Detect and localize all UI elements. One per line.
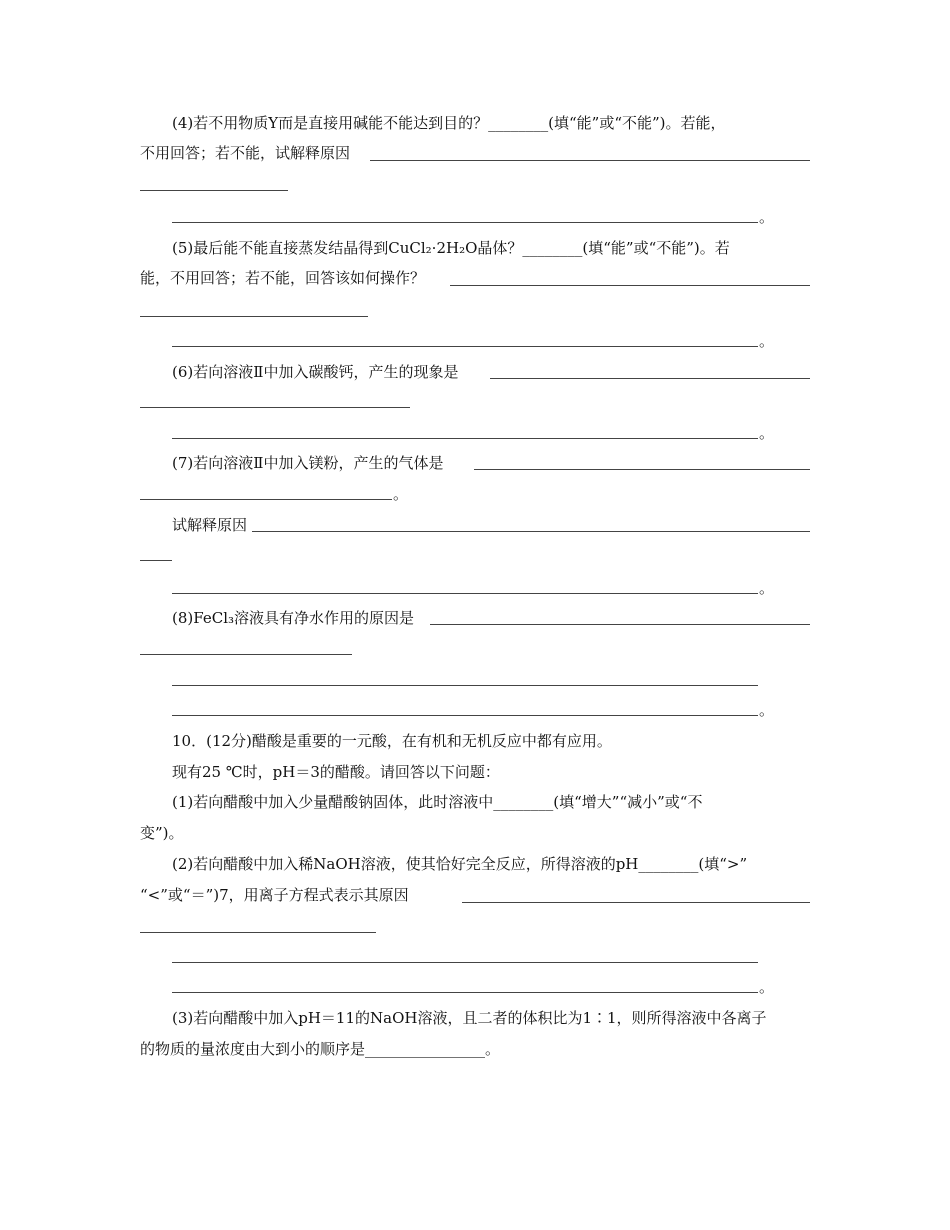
- q7-line1: (7)若向溶液Ⅱ中加入镁粉，产生的气体是: [172, 454, 444, 472]
- q8-answer-blank-4[interactable]: [172, 715, 758, 716]
- q10-part3-line1: (3)若向醋酸中加入pH＝11的NaOH溶液，且二者的体积比为1∶1，则所得溶液中各离子: [172, 1009, 767, 1027]
- q4-answer-blank-1[interactable]: [370, 160, 810, 161]
- q8-period: 。: [759, 701, 775, 719]
- q6-line1: (6)若向溶液Ⅱ中加入碳酸钙，产生的现象是: [172, 363, 459, 381]
- q7-answer-blank-4[interactable]: [140, 560, 172, 561]
- q8-answer-blank-2[interactable]: [140, 654, 352, 655]
- q7-answer-blank-2[interactable]: [140, 499, 392, 500]
- q5-line2: 能，不用回答；若不能，回答该如何操作？: [140, 269, 426, 287]
- q4-line1: (4)若不用物质Y而是直接用碱能不能达到目的？________(填“能”或“不能”)。若能，: [172, 114, 726, 132]
- q4-line2: 不用回答；若不能，试解释原因: [140, 144, 351, 162]
- q6-answer-blank-2[interactable]: [140, 407, 410, 408]
- q5-period: 。: [759, 332, 775, 350]
- q6-answer-blank-3[interactable]: [172, 438, 758, 439]
- q7-answer-blank-1[interactable]: [474, 469, 810, 470]
- q8-line1: (8)FeCl₃溶液具有净水作用的原因是: [172, 609, 415, 627]
- q7-answer-blank-3[interactable]: [252, 531, 810, 532]
- q7-answer-blank-5[interactable]: [172, 593, 758, 594]
- q7-period-2: 。: [759, 579, 775, 597]
- q10-title: 10．(12分)醋酸是重要的一元酸，在有机和无机反应中都有应用。: [172, 732, 612, 750]
- q10-part2-answer-blank-4[interactable]: [172, 992, 758, 993]
- q10-part2-line2: “<”或“＝”)7，用离子方程式表示其原因: [140, 886, 409, 904]
- q10-part2-answer-blank-1[interactable]: [462, 902, 810, 903]
- q10-part2-answer-blank-2[interactable]: [140, 932, 376, 933]
- q10-part1-line2: 变”)。: [140, 824, 184, 842]
- q5-answer-blank-1[interactable]: [450, 285, 810, 286]
- q4-period: 。: [759, 208, 775, 226]
- q10-part2-period: 。: [759, 978, 775, 996]
- q10-part2-line1: (2)若向醋酸中加入稀NaOH溶液，使其恰好完全反应，所得溶液的pH________(填“>”: [172, 855, 748, 873]
- q5-answer-blank-2[interactable]: [140, 316, 368, 317]
- q10-intro: 现有25 ℃时，pH＝3的醋酸。请回答以下问题：: [172, 763, 500, 781]
- q4-answer-blank-2[interactable]: [140, 190, 288, 191]
- q8-answer-blank-3[interactable]: [172, 685, 758, 686]
- q8-answer-blank-1[interactable]: [430, 624, 810, 625]
- q6-answer-blank-1[interactable]: [490, 378, 810, 379]
- q10-part3-line2: 的物质的量浓度由大到小的顺序是________________。: [140, 1040, 501, 1058]
- q7-line2: 试解释原因: [172, 516, 248, 534]
- q10-part1-line1: (1)若向醋酸中加入少量醋酸钠固体，此时溶液中________(填“增大”“减小”或“不: [172, 793, 703, 811]
- q6-period: 。: [759, 424, 775, 442]
- q10-part2-answer-blank-3[interactable]: [172, 962, 758, 963]
- q5-answer-blank-3[interactable]: [172, 346, 758, 347]
- q4-answer-blank-3[interactable]: [172, 222, 758, 223]
- q7-period-1: 。: [393, 485, 409, 503]
- q5-line1: (5)最后能不能直接蒸发结晶得到CuCl₂·2H₂O晶体？________(填“能”或“不能”)。若: [172, 239, 730, 257]
